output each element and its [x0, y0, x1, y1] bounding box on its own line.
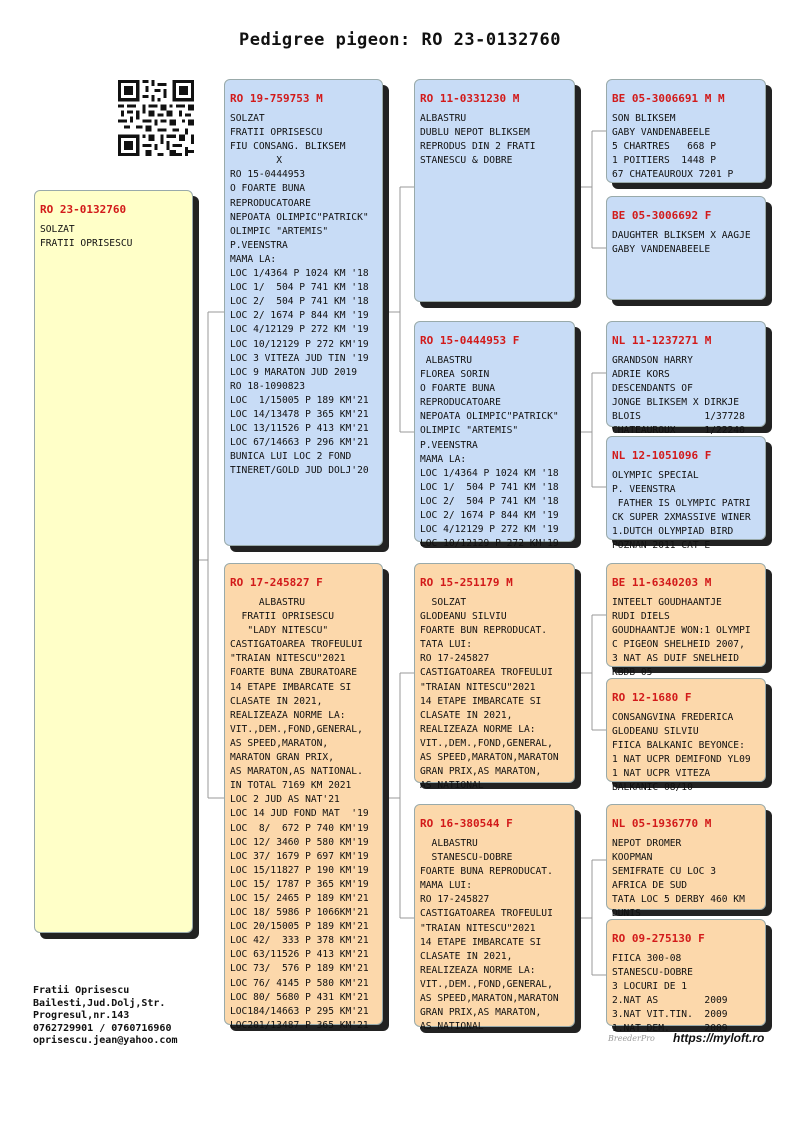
ring-number: RO 17-245827 F [230, 576, 323, 589]
ring-number: RO 09-275130 F [612, 932, 705, 945]
ring-number: RO 15-251179 M [420, 576, 513, 589]
ring-number: NL 05-1936770 M [612, 817, 712, 830]
pigeon-details: SOLZAT FRATII OPRISESCU FIU CONSANG. BLIKSEM X RO 15-0444953 O FOARTE BUNA REPRODUCATOARE NEPOATA OLIMPIC"PATRICK" OLIMPIC "ARTEMIS" P.VEENSTRA MAMA LA: LOC 1/4364 P 1024 KM '18 LOC 1/ 504 P 741 KM '18 LOC 2/ 504 P 741 KM '18 LOC 2/ 1674 P 844 KM '19 LOC 4/12129 P 272 KM '19 LOC 10/12129 P 272 KM'19 LOC 3 VITEZA JUD TIN '19 LOC 9 MARATON JUD 2019 RO 18-1090823 LOC 1/15005 P 189 KM'21 LOC 14/13478 P 365 KM'21 LOC 13/11526 P 413 KM'21 LOC 67/14663 P 296 KM'21 BUNICA LUI LOC 2 FOND TINERET/GOLD JUD DOLJ'20 [230, 113, 369, 477]
dam-dam-card[interactable] [414, 804, 575, 1033]
subject-pigeon-card[interactable] [34, 190, 193, 933]
pigeon-details: ALBASTRU STANESCU-DOBRE FOARTE BUNA REPRODUCAT. MAMA LUI: RO 17-245827 CASTIGATOAREA TROFEULUI "TRAIAN NITESCU"2021 14 ETAPE IMBARCATE SI CLASATE IN 2021, REALIZEAZA NORME LA: VIT.,DEM.,FOND,GENERAL, AS SPEED,MARATON,MARATON GRAN PRIX,AS MARATON, AS NATIONAL [420, 838, 559, 1033]
pigeon-details: SON BLIKSEM GABY VANDENABEELE 5 CHARTRES 668 P 1 POITIERS 1448 P 67 CHATEAUROUX 7201 P [612, 113, 734, 181]
website-link[interactable]: https://myloft.ro [673, 1031, 765, 1045]
ring-number: RO 15-0444953 F [420, 334, 520, 347]
ancestor-card[interactable] [606, 321, 766, 437]
ring-number: RO 16-380544 F [420, 817, 513, 830]
ring-number: NL 12-1051096 F [612, 449, 712, 462]
ring-number: BE 05-3006691 M M [612, 92, 725, 105]
ancestor-card[interactable] [606, 919, 766, 1035]
breeder-logo: BreederPro [608, 1034, 655, 1043]
pigeon-details: NEPOT DROMER KOOPMAN SEMIFRATE CU LOC 3 AFRICA DE SUD TATA LOC 5 DERBY 460 KM DUNIS [612, 838, 745, 920]
owner-contact: Fratii Oprisescu Bailesti,Jud.Dolj,Str. Progresul,nr.143 0762729901 / 0760716960 oprisescu.jean@yahoo.com [33, 985, 178, 1047]
pigeon-details: ALBASTRU DUBLU NEPOT BLIKSEM REPRODUS DIN 2 FRATI STANESCU & DOBRE [420, 113, 536, 167]
ring-number: BE 05-3006692 F [612, 209, 712, 222]
pigeon-details: SOLZAT GLODEANU SILVIU FOARTE BUN REPRODUCAT. TATA LUI: RO 17-245827 CASTIGATOAREA TROFEULUI "TRAIAN NITESCU"2021 14 ETAPE IMBARCATE SI CLASATE IN 2021, REALIZEAZA NORME LA: VIT.,DEM.,FOND,GENERAL, AS SPEED,MARATON,MARATON GRAN PRIX,AS MARATON, AS NATIONAL [420, 597, 559, 792]
ancestor-card[interactable] [606, 436, 766, 552]
ring-number: NL 11-1237271 M [612, 334, 712, 347]
pigeon-details: GRANDSON HARRY ADRIE KORS DESCENDANTS OF JONGE BLIKSEM X DIRKJE BLOIS 1/37728 CHATEAUROUX 1/22240 [612, 355, 745, 437]
sire-dam-card[interactable] [414, 321, 575, 550]
sire-card[interactable] [224, 79, 383, 546]
ancestor-card[interactable] [606, 804, 766, 920]
pigeon-details: OLYMPIC SPECIAL P. VEENSTRA FATHER IS OLYMPIC PATRI CK SUPER 2XMASSIVE WINER 1.DUTCH OLYMPIAD BIRD POZNAN 2011 CAT E [612, 470, 751, 552]
ancestor-card[interactable] [606, 79, 766, 183]
pigeon-details: ALBASTRU FRATII OPRISESCU "LADY NITESCU" CASTIGATOAREA TROFEULUI "TRAIAN NITESCU"2021 FOARTE BUNA ZBURATOARE 14 ETAPE IMBARCATE SI CLASATE IN 2021, REALIZEAZA NORME LA: VIT.,DEM.,FOND,GENERAL, AS SPEED,MARATON, MARATON GRAN PRIX, AS MARATON,AS NATIONAL. IN TOTAL 7169 KM 2021 LOC 2 JUD AS NAT'21 LOC 14 JUD FOND MAT '19 LOC 8/ 672 P 740 KM'19 LOC 12/ 3460 P 580 KM'19 LOC 37/ 1679 P 697 KM'19 LOC 15/11827 P 190 KM'19 LOC 15/ 1787 P 365 KM'19 LOC 15/ 2465 P 189 KM'21 LOC 18/ 5986 P 1066KM'21 LOC 20/15005 P 189 KM'21 LOC 42/ 333 P 378 KM'21 LOC 63/11526 P 413 KM'21 LOC 73/ 576 P 189 KM'21 LOC 76/ 4145 P 580 KM'21 LOC 80/ 5680 P 431 KM'21 LOC184/14663 P 295 KM'21 LOC201/13487 P 365 KM'21 [230, 597, 369, 1031]
ring-number: RO 23-0132760 [40, 203, 127, 216]
ancestor-card[interactable] [606, 196, 766, 300]
ring-number: RO 11-0331230 M [420, 92, 520, 105]
dam-card[interactable] [224, 563, 383, 1031]
pigeon-details: ALBASTRU FLOREA SORIN O FOARTE BUNA REPRODUCATOARE NEPOATA OLIMPIC"PATRICK" OLIMPIC "ARTEMIS" P.VEENSTRA MAMA LA: LOC 1/4364 P 1024 KM '18 LOC 1/ 504 P 741 KM '18 LOC 2/ 504 P 741 KM '18 LOC 2/ 1674 P 844 KM '19 LOC 4/12129 P 272 KM '19 LOC 10/12129 P 272 KM'19 [420, 355, 559, 550]
ring-number: RO 19-759753 M [230, 92, 323, 105]
pigeon-details: FIICA 300-08 STANESCU-DOBRE 3 LOCURI DE 1 2.NAT AS 2009 3.NAT VIT.TIN. 2009 1.NAT DEM. 2009 [612, 953, 728, 1035]
pigeon-details: SOLZAT FRATII OPRISESCU [40, 224, 133, 250]
dam-sire-card[interactable] [414, 563, 575, 792]
ancestor-card[interactable] [606, 563, 766, 679]
ring-number: BE 11-6340203 M [612, 576, 712, 589]
sire-sire-card[interactable] [414, 79, 575, 302]
pigeon-details: DAUGHTER BLIKSEM X AAGJE GABY VANDENABEELE [612, 230, 751, 256]
ring-number: RO 12-1680 F [612, 691, 692, 704]
page-title: Pedigree pigeon: RO 23-0132760 [238, 30, 562, 50]
ancestor-card[interactable] [606, 678, 766, 794]
pigeon-details: INTEELT GOUDHAANTJE RUDI DIELS GOUDHAANTJE WON:1 OLYMPI C PIGEON SHELHEID 2007, 3 NAT AS DUIF SNELHEID KBDB 05 [612, 597, 751, 679]
pigeon-details: CONSANGVINA FREDERICA GLODEANU SILVIU FIICA BALKANIC BEYONCE: 1 NAT UCPR DEMIFOND YL09 1 NAT UCPR VITEZA BALKANIC 08/10 [612, 712, 751, 794]
